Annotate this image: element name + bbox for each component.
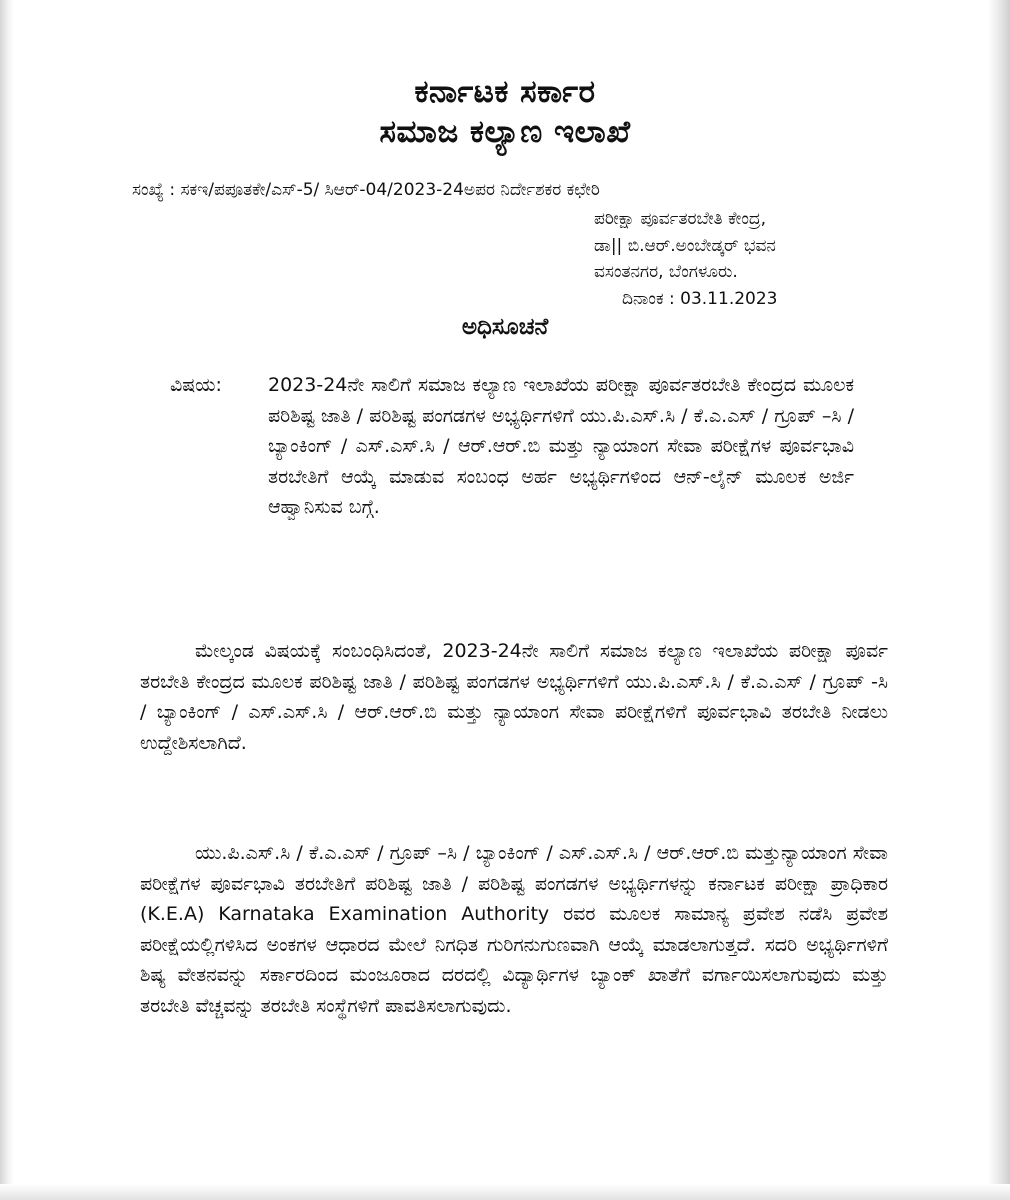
page-edge-right <box>988 0 1010 1200</box>
subject-text: 2023-24ನೇ ಸಾಲಿಗೆ ಸಮಾಜ ಕಲ್ಯಾಣ ಇಲಾಖೆಯ ಪರೀಕ್ಷಾ ಪೂರ್ವತರಬೇತಿ ಕೇಂದ್ರದ ಮೂಲಕ ಪರಿಶಿಷ್ಟ ಜಾತಿ / ಪರಿಶಿಷ್ಟ ಪಂಗಡಗಳ ಅಭ್ಯರ್ಥಿಗಳಿಗೆ ಯು.ಪಿ.ಎಸ್.ಸಿ / ಕೆ.ಎ.ಎಸ್ / ಗ್ರೂಪ್ –ಸಿ / ಬ್ಯಾಂಕಿಂಗ್ / ಎಸ್.ಎಸ್.ಸಿ / ಆರ್.ಆರ್.ಬಿ ಮತ್ತು ನ್ಯಾಯಾಂಗ ಸೇವಾ ಪರೀಕ್ಷೆಗಳ ಪೂರ್ವಭಾವಿ ತರಬೇತಿಗೆ ಆಯ್ಕೆ ಮಾಡುವ ಸಂಬಂಧ ಅರ್ಹ ಅಭ್ಯರ್ಥಿಗಳಿಂದ ಆನ್-ಲೈನ್ ಮೂಲಕ ಅರ್ಜಿ ಆಹ್ವಾನಿಸುವ ಬಗ್ಗೆ. <box>268 374 854 518</box>
body-paragraph-2: ಯು.ಪಿ.ಎಸ್.ಸಿ / ಕೆ.ಎ.ಎಸ್ / ಗ್ರೂಪ್ –ಸಿ / ಬ್ಯಾಂಕಿಂಗ್ / ಎಸ್.ಎಸ್.ಸಿ / ಆರ್.ಆರ್.ಬಿ ಮತ್ತುನ್ಯಾಯಾಂಗ ಸೇವಾ ಪರೀಕ್ಷೆಗಳ ಪೂರ್ವಭಾವಿ ತರಬೇತಿಗೆ ಪರಿಶಿಷ್ಟ ಜಾತಿ / ಪರಿಶಿಷ್ಟ ಪಂಗಡಗಳ ಅಭ್ಯರ್ಥಿಗಳನ್ನು ಕರ್ನಾಟಕ ಪರೀಕ್ಷಾ ಪ್ರಾಧಿಕಾರ (K.E.A) Karnataka Examination Authority ರವರ ಮೂಲಕ ಸಾಮಾನ್ಯ ಪ್ರವೇಶ ನಡೆಸಿ ಪ್ರವೇಶ ಪರೀಕ್ಷೆಯಲ್ಲಿಗಳಿಸಿದ ಅಂಕಗಳ ಆಧಾರದ ಮೇಲೆ ನಿಗಧಿತ ಗುರಿಗನುಗುಣವಾಗಿ ಆಯ್ಕೆ ಮಾಡಲಾಗುತ್ತದೆ. ಸದರಿ ಅಭ್ಯರ್ಥಿಗಳಿಗೆ ಶಿಷ್ಯ ವೇತನವನ್ನು ಸರ್ಕಾರದಿಂದ ಮಂಜೂರಾದ ದರದಲ್ಲಿ ವಿದ್ಯಾರ್ಥಿಗಳ ಬ್ಯಾಂಕ್ ಖಾತೆಗೆ ವರ್ಗಾಯಿಸಲಾಗುವುದು ಮತ್ತು ತರಬೇತಿ ವೆಚ್ಚವನ್ನು ತರಬೇತಿ ಸಂಸ್ಥೆಗಳಿಗೆ ಪಾವತಿಸಲಾಗುವುದು. <box>140 842 888 1017</box>
address-line-3: ವಸಂತನಗರ, ಬೆಂಗಳೂರು. <box>594 262 738 282</box>
reference-number: ಸಂಖ್ಯೆ : ಸಕಇ/ಪಪೂತಕೇ/ಎಸ್-5/ ಸಿಆರ್-04/2023-24ಅಪರ ನಿರ್ದೇಶಕರ ಕಛೇರಿ <box>132 180 600 200</box>
address-line-2: ಡಾ|| ಬಿ.ಆರ್.ಅಂಬೇಡ್ಕರ್ ಭವನ <box>594 235 776 256</box>
page-edge-left <box>0 0 14 1200</box>
body-paragraph-1: ಮೇಲ್ಕಂಡ ವಿಷಯಕ್ಕೆ ಸಂಬಂಧಿಸಿದಂತೆ, 2023-24ನೇ ಸಾಲಿಗೆ ಸಮಾಜ ಕಲ್ಯಾಣ ಇಲಾಖೆಯ ಪರೀಕ್ಷಾ ಪೂರ್ವ ತರಬೇತಿ ಕೇಂದ್ರದ ಮೂಲಕ ಪರಿಶಿಷ್ಟ ಜಾತಿ / ಪರಿಶಿಷ್ಟ ಪಂಗಡಗಳ ಅಭ್ಯರ್ಥಿಗಳಿಗೆ ಯು.ಪಿ.ಎಸ್.ಸಿ / ಕೆ.ಎ.ಎಸ್ / ಗ್ರೂಪ್ -ಸಿ / ಬ್ಯಾಂಕಿಂಗ್ / ಎಸ್.ಎಸ್.ಸಿ / ಆರ್.ಆರ್.ಬಿ ಮತ್ತು ನ್ಯಾಯಾಂಗ ಸೇವಾ ಪರೀಕ್ಷೆಗಳಿಗೆ ಪೂರ್ವಭಾವಿ ತರಬೇತಿ ನೀಡಲು ಉದ್ದೇಶಿಸಲಾಗಿದೆ. <box>140 640 888 754</box>
page-edge-bottom <box>0 1184 1010 1200</box>
subject-label: ವಿಷಯ: <box>170 374 222 396</box>
department-title: ಸಮಾಜ ಕಲ್ಯಾಣ ಇಲಾಖೆ <box>379 114 631 150</box>
address-line-1: ಪರೀಕ್ಷಾ ಪೂರ್ವತರಬೇತಿ ಕೇಂದ್ರ, <box>594 209 766 229</box>
office-address <box>594 206 778 312</box>
notice-date: ದಿನಾಂಕ : 03.11.2023 <box>622 288 778 309</box>
notification-heading: ಅಧಿಸೂಚನೆ <box>461 314 549 340</box>
government-title: ಕರ್ನಾಟಕ ಸರ್ಕಾರ <box>414 74 596 110</box>
